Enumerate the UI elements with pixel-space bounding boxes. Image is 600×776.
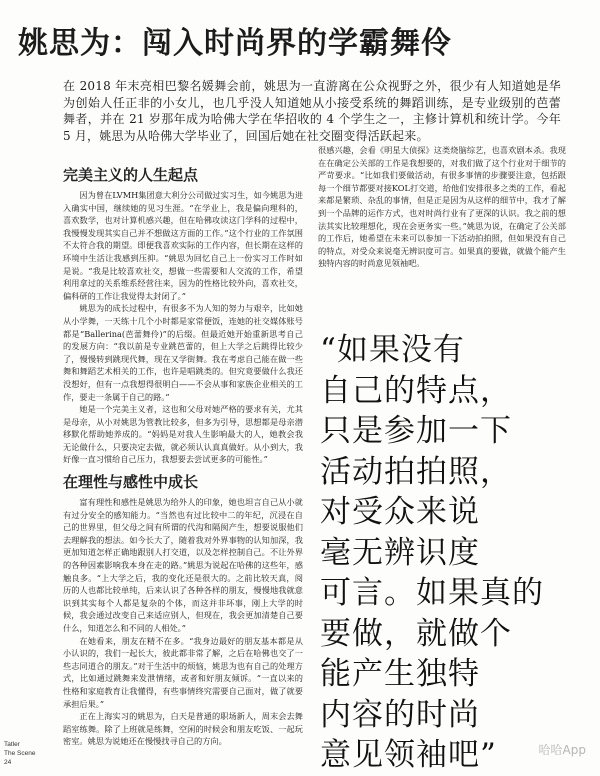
left-column [63, 163, 303, 755]
magazine-name: Tatler [4, 741, 20, 748]
pull-quote-line: 可言。如果真的 [320, 575, 544, 611]
right-column [318, 144, 566, 304]
pull-quote-line: 内容的时尚 [320, 696, 480, 733]
body-paragraph: 姚思为的成长过程中，有很多不为人知的努力与艰辛，比如她从小学舞，一天练十几个小时都是家常便饭，连她的社交媒体账号都是“Ballerina(芭蕾舞伶)”的后缀。但最近她开始重新思考自己的发展方向：“我以前是专业跳芭蕾的，但上大学之后跳得比较少了，慢慢转到跳现代舞，现在又学街舞。我在考虑自己能在做一些舞和舞蹈艺术相关的工作，也许是唱跳类的。但究竟要做什么我还没想好，但有一点我想得很明白——不会从事和家族企业相关的工作，要走一条属于自己的路。” [63, 303, 303, 402]
pull-quote-line: 能产生独特 [320, 656, 480, 692]
body-paragraph: 她是一个完美主义者，这也和父母对她严格的要求有关，尤其是母亲，从小对姚思为管教比较多，但多为引导，思想都是母亲潜移默化帮助她养成的。“妈妈是对我人生影响最大的人，她教会我无论做什么，只要决定去做，就必须认认真真做好。从小到大，我好像一直习惯给自己压力，我想要去尝试更多的可能性。” [63, 404, 303, 465]
pull-quote-line: 毫无辨识度 [320, 534, 480, 571]
body-paragraph: 很感兴趣，会看《明星大侦探》这类烧脑综艺，也喜欢剧本杀。我现在在确定公关部的工作是我想要的，对我们做了这个行业对于细节的严苛要求。“比如我们要做活动，有很多事情的步骤要注意，包括跟每一个细节都要对接KOL打交道，给他们安排很多之类的工作，看起来都是繁琐、杂乱的事情，但是正是因为从这样的细节中，我才了解到一个品牌的运作方式，也对时尚行业有了更深的认识。我之前的想法其实比较理想化，现在会更务实一些。”姚思为说，在确定了公关部的工作后，她希望在未来可以参加一下活动拍拍照，但如果没有自己的特点，对受众来说毫无辨识度可言。如果真的要做，就做个能产生独特内容的时尚意见领袖吧。 [318, 145, 566, 269]
pull-quote-line: 如果没有 [336, 332, 465, 368]
pull-quote [320, 330, 580, 776]
body-paragraph: 因为曾在LVMH集团意大利分公司做过实习生，如今姚思为进入确实中国，继续她的见习生涯。“在学业上，我是偏向理科的，喜欢数学，也对计算机感兴趣，但在哈佛攻读这门学科的过程中，我慢慢发现其实自己并不想做这方面的工作。”这个行业的工作氛围不太符合我的期望。即便我喜欢实际的工作内容，但长期在这样的环境中生活让我感到压抑。“姚思为回忆自己上一份实习工作时如是说。“我是比较喜欢社交，想做一些需要和人交流的工作，希望利用拿过的关系维系经营往来，因为的性格比较外向，喜欢社交，偏科研的工作让我觉得太封闭了。” [63, 190, 303, 301]
article-title: 姚思为：闯入时尚界的学霸舞伶 [18, 26, 452, 61]
section-heading-1: 完美主义的人生起点 [63, 166, 199, 184]
pull-quote-line: 活动拍拍照， [320, 453, 512, 490]
page-number: 24 [4, 759, 12, 766]
section-heading-2: 在理性与感性中成长 [63, 473, 199, 492]
body-paragraph: 正在上海实习的姚思为，白天是普通的职场新人，周末会去舞蹈室练舞。除了上班就是练舞，空闲的时候会和朋友吃饭、一起玩密室。姚思为说她还在慢慢找寻自己的方向。 [63, 711, 303, 747]
lead-paragraph: 在 2018 年末亮相巴黎名媛舞会前，姚思为一直游离在公众视野之外，很少有人知道她是华为创始人任正非的小女儿，也几乎没人知道她从小接受系统的舞蹈训练，是专业级别的芭蕾舞者，并在 21 岁那年成为哈佛大学在华招收的 4 个学生之一，主修计算机和统计学。今年 5 月，姚思为从哈佛大学毕业了，回国后她在社交圈变得活跃起来。 [63, 79, 561, 143]
watermark: 哈哈App [538, 743, 586, 757]
open-quote-mark: “ [320, 332, 337, 368]
body-paragraph: 在她看来，朋友在精不在多。“我身边最好的朋友基本都是从小认识的，我们一起长大，彼此都非常了解，之后在哈佛也交了一些志同道合的朋友。”对于生活中的烦恼，姚思为也有自己的处理方式，比如通过跳舞来发泄情绪，或者和好朋友倾诉。“一直以来的性格和家庭教育让我懂得，有些事情终究需要自己面对，做了就要承担后果。” [63, 635, 303, 709]
close-quote-mark: ” [480, 737, 497, 773]
pull-quote-line: 自己的特点， [320, 372, 512, 409]
page-footer [4, 740, 60, 767]
section-name: The Scene [4, 750, 36, 757]
pull-quote-line: 只是参加一下 [320, 413, 512, 449]
pull-quote-line: 意见领袖吧 [320, 737, 480, 773]
body-paragraph: 富有理性和感性是姚思为给外人的印象，她也坦言自己从小就有过分安全的感知能力。“当然也有过比较中二的年纪，沉浸在自己的世界里，但父母之间有所谓的代沟和隔阂产生，想要说服他们去理解我的想法。如今长大了，随着我对外界事物的认知加深，我更加知道怎样正确地跟别人打交道，以及怎样控制自己。不让外界的各种因素影响我本身在走的路。”姚思为说起在哈佛的这些年，感触良多。“上大学之后，我的变化还是很大的。之前比较天真，阅历的人也都比较单纯，后来认识了各种各样的朋友，慢慢地我就意识到其实每个人都是复杂的个体，而这并非坏事，刚上大学的时候，我会通过改变自己来适应别人，但现在，我会更加清楚自己要什么，知道怎么和不同的人相处。” [63, 497, 303, 633]
pull-quote-line: 对受众来说 [320, 494, 480, 530]
pull-quote-line: 要做，就做个 [320, 615, 512, 652]
